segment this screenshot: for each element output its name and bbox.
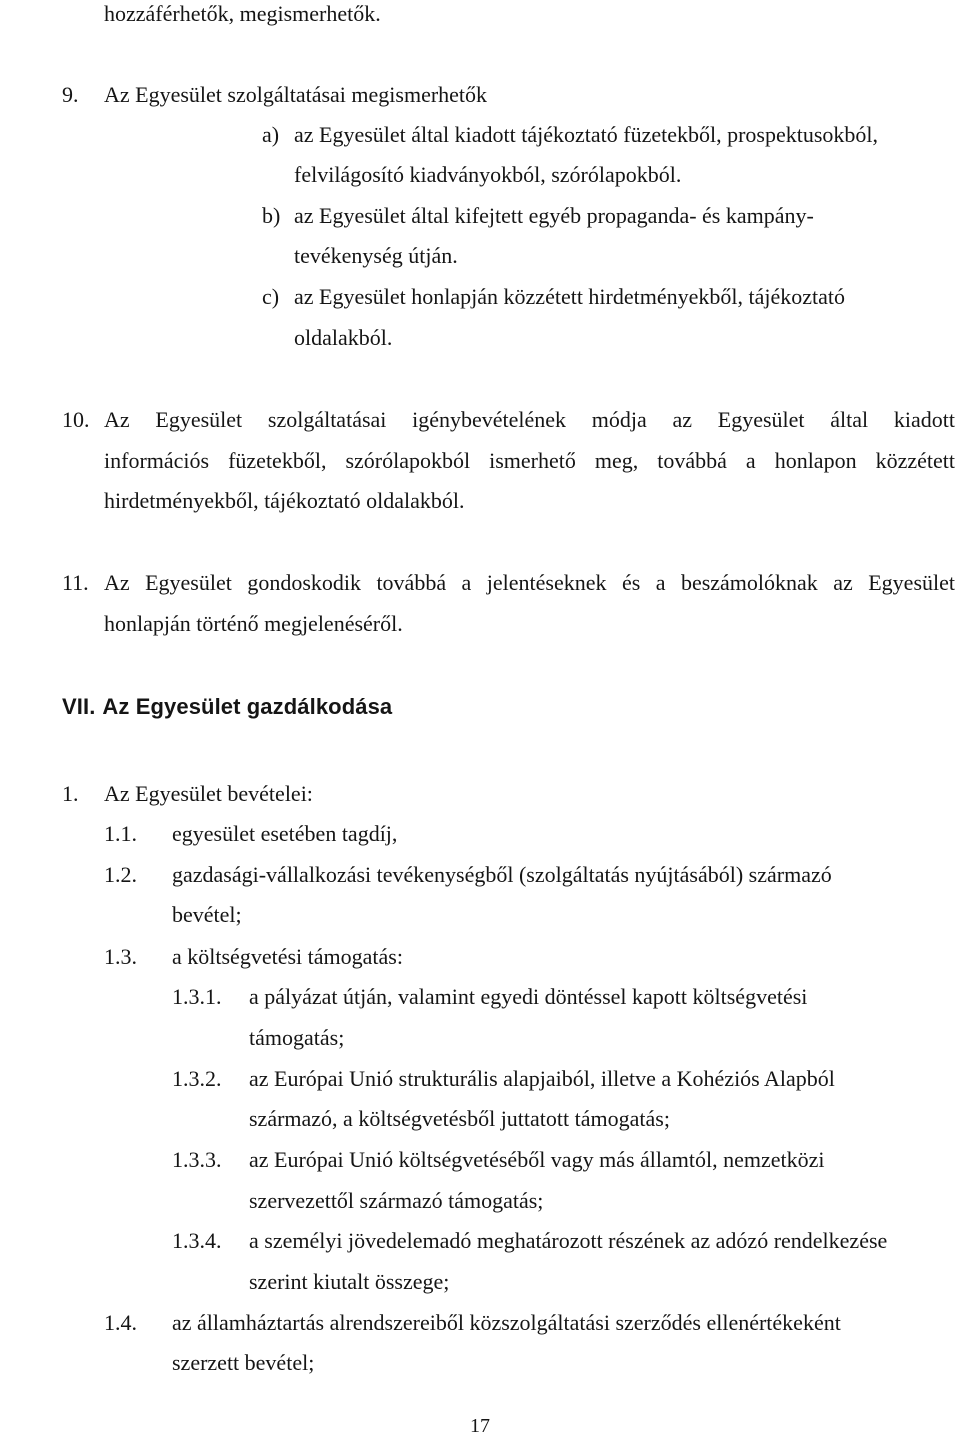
item-number: 9.: [62, 82, 79, 107]
item-text: Az Egyesület szolgáltatásai megismerhetők: [104, 82, 488, 107]
sub-item-label: c): [262, 284, 280, 309]
sub-item-label: b): [262, 203, 281, 228]
sub-item-number: 1.1.: [104, 821, 137, 846]
paragraph-line: hirdetményekből, tájékoztató oldalakból.: [104, 488, 465, 513]
item-number: 1.: [62, 781, 79, 806]
sub-item-number: 1.4.: [104, 1310, 137, 1335]
sub-sub-item-text-line: szerint kiutalt összege;: [249, 1269, 450, 1294]
sub-item-text-line: az Egyesület honlapján közzétett hirdetményekből, tájékoztató: [294, 284, 846, 309]
section-heading: [62, 692, 392, 722]
sub-sub-item-text-line: származó, a költségvetésből juttatott támogatás;: [249, 1106, 670, 1131]
sub-item-text-line: az Egyesület által kifejtett egyéb propaganda- és kampány-: [294, 203, 814, 228]
continuation-text: hozzáférhetők, megismerhetők.: [104, 1, 381, 26]
page-number: 17: [470, 1415, 490, 1437]
sub-sub-item-text-line: a személyi jövedelemadó meghatározott részének az adózó rendelkezése: [249, 1228, 888, 1253]
item-number: 10.: [62, 407, 90, 432]
item-text: Az Egyesület bevételei:: [104, 781, 313, 806]
sub-item-text-line: az Egyesület által kiadott tájékoztató füzetekből, prospektusokból,: [294, 122, 879, 147]
sub-item-number: 1.2.: [104, 862, 137, 887]
section-title: Az Egyesület gazdálkodása: [102, 694, 393, 719]
sub-item-text-line: az államháztartás alrendszereiből közszolgáltatási szerződés ellenértékeként: [172, 1310, 841, 1335]
sub-item-text-line: oldalakból.: [294, 325, 393, 350]
sub-item-text-line: felvilágosító kiadványokból, szórólapokból.: [294, 162, 682, 187]
sub-sub-item-text-line: a pályázat útján, valamint egyedi döntéssel kapott költségvetési: [249, 984, 808, 1009]
sub-sub-item-number: 1.3.2.: [172, 1066, 222, 1091]
sub-item-text-line: bevétel;: [172, 902, 242, 927]
sub-item-text-line: a költségvetési támogatás:: [172, 944, 403, 969]
section-number: VII.: [62, 694, 96, 719]
paragraph-line: Az Egyesület gondoskodik továbbá a jelentéseknek és a beszámolóknak az Egyesület: [104, 570, 955, 595]
item-number: 11.: [62, 570, 89, 595]
sub-item-number: 1.3.: [104, 944, 137, 969]
sub-item-text-line: tevékenység útján.: [294, 243, 458, 268]
sub-item-text-line: szerzett bevétel;: [172, 1350, 315, 1375]
sub-item-label: a): [262, 122, 280, 147]
sub-sub-item-text-line: szervezettől származó támogatás;: [249, 1188, 544, 1213]
paragraph-line: honlapján történő megjelenéséről.: [104, 611, 403, 636]
sub-sub-item-number: 1.3.3.: [172, 1147, 222, 1172]
sub-item-text-line: egyesület esetében tagdíj,: [172, 821, 398, 846]
paragraph-line: Az Egyesület szolgáltatásai igénybevételének módja az Egyesület által kiadott: [104, 407, 955, 432]
sub-sub-item-number: 1.3.4.: [172, 1228, 222, 1253]
sub-sub-item-text-line: az Európai Unió költségvetéséből vagy más államtól, nemzetközi: [249, 1147, 825, 1172]
sub-item-text-line: gazdasági-vállalkozási tevékenységből (szolgáltatás nyújtásából) származó: [172, 862, 832, 887]
sub-sub-item-number: 1.3.1.: [172, 984, 222, 1009]
paragraph-line: információs füzetekből, szórólapokból ismerhető meg, továbbá a honlapon közzétett: [104, 448, 955, 473]
sub-sub-item-text-line: az Európai Unió strukturális alapjaiból, illetve a Kohéziós Alapból: [249, 1066, 835, 1091]
sub-sub-item-text-line: támogatás;: [249, 1025, 345, 1050]
